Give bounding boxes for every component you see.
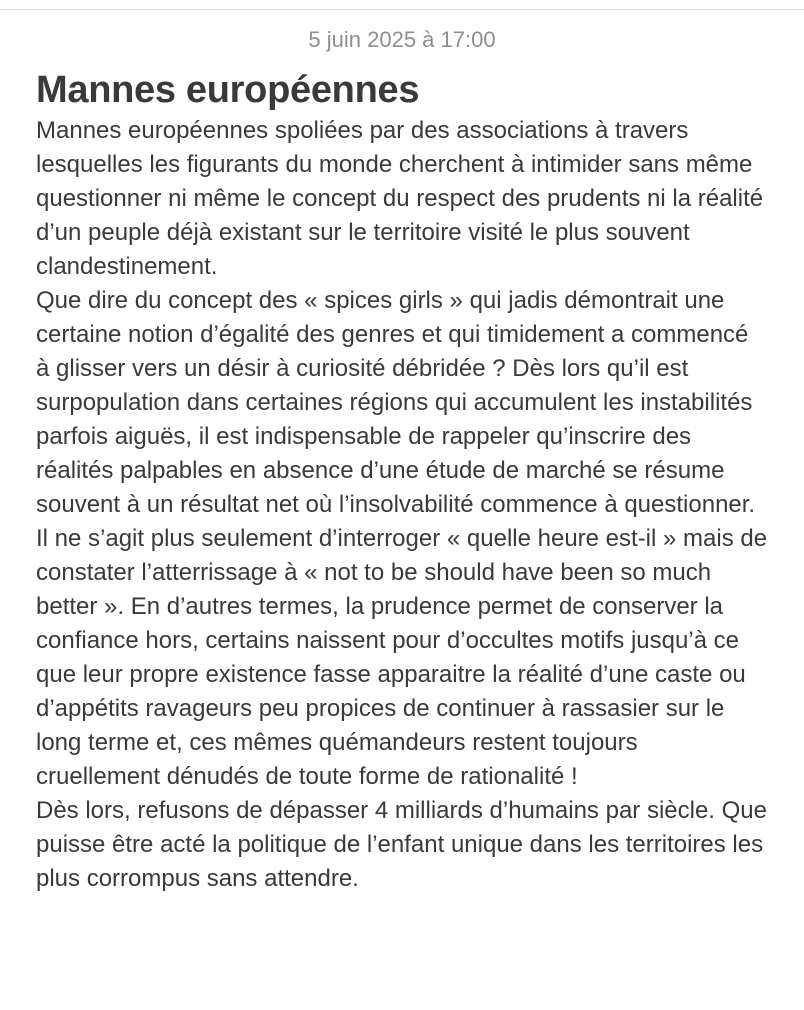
note-content[interactable] <box>36 24 768 896</box>
note-paragraph: Dès lors, refusons de dépasser 4 milliards d’humains par siècle. Que puisse être acté la politique de l’enfant unique dans les territoires les plus corrompus sans attendre. <box>36 797 768 892</box>
note-title[interactable]: Mannes européennes <box>36 69 420 111</box>
note-paragraph: Que dire du concept des « spices girls » qui jadis démontrait une certaine notion d’égalité des genres et qui timidement a commencé à glisser vers un désir à curiosité débridée ? Dès lors qu’il est surpopulation dans certaines régions qui accumulent les instabilités parfois aiguës, il est indispensable de rappeler qu’inscrire des réalités palpables en absence d’une étude de marché se résume souvent à un résultat net où l’insolvabilité commence à questionner. Il ne s’agit plus seulement d’interroger « quelle heure est-il » mais de constater l’atterrissage à « not to be should have been so much better ». En d’autres termes, la prudence permet de conserver la confiance hors, certains naissent pour d’occultes motifs jusqu’à ce que leur propre existence fasse apparaitre la réalité d’une caste ou d’appétits ravageurs peu propices de continuer à rassasier sur le long terme et, ces mêmes quémandeurs restent toujours cruellement dénudés de toute forme de rationalité ! <box>36 287 768 790</box>
note-date: 5 juin 2025 à 17:00 <box>308 27 496 52</box>
window-top-border <box>0 0 804 10</box>
note-paragraph: Mannes européennes spoliées par des associations à travers lesquelles les figurants du monde cherchent à intimider sans même questionner ni même le concept du respect des prudents ni la réalité d’un peuple déjà existant sur le territoire visité le plus souvent clandestinement. <box>36 117 764 280</box>
note-body[interactable] <box>36 114 768 896</box>
